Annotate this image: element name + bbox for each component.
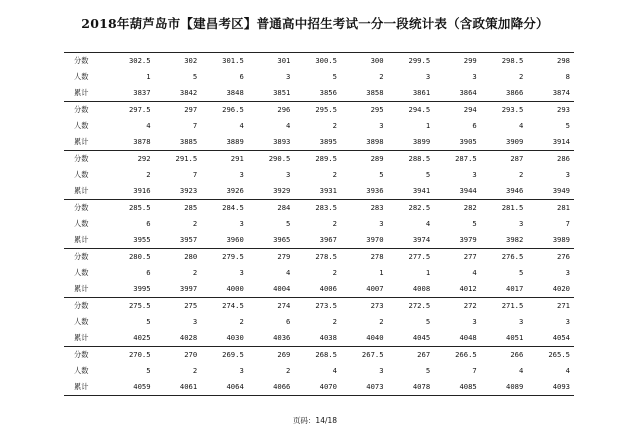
count-cell: 3 [519, 219, 524, 228]
count-cell: 3 [192, 317, 198, 326]
count-cell: 5 [425, 366, 431, 375]
cumulative-cell: 3899 [412, 137, 431, 146]
row-label-cumulative: 累计 [74, 235, 89, 244]
score-cell: 302.5 [108, 53, 155, 70]
score-cell: 286 [527, 151, 574, 168]
cumulative-cell: 4000 [226, 284, 244, 293]
score-cell: 300 [341, 53, 388, 70]
cumulative-cell: 3967 [319, 235, 337, 244]
score-cell: 270.5 [108, 347, 155, 364]
count-cell: 2 [519, 170, 524, 179]
row-label-score: 分数 [64, 298, 108, 315]
row-label-score: 分数 [64, 53, 108, 70]
score-cell: 289 [341, 151, 388, 168]
count-cell: 4 [286, 121, 291, 130]
cumulative-cell: 4012 [459, 284, 477, 293]
row-label-count: 人数 [74, 121, 89, 130]
count-cell: 6 [472, 121, 477, 130]
score-cell: 294 [434, 102, 481, 119]
cumulative-cell: 4040 [366, 333, 384, 342]
score-cell: 296.5 [201, 102, 248, 119]
table-row-count [64, 363, 574, 379]
score-cell: 291.5 [155, 151, 202, 168]
cumulative-cell: 3989 [552, 235, 570, 244]
count-cell: 4 [519, 366, 524, 375]
count-cell: 4 [239, 121, 244, 130]
score-cell: 277 [434, 249, 481, 266]
score-cell: 270 [155, 347, 202, 364]
count-cell: 5 [565, 121, 570, 130]
score-cell: 301.5 [201, 53, 248, 70]
score-cell: 283 [341, 200, 388, 217]
score-cell: 279 [248, 249, 295, 266]
count-cell: 5 [425, 317, 431, 326]
score-cell: 282 [434, 200, 481, 217]
score-cell: 287 [481, 151, 528, 168]
count-cell: 7 [472, 366, 477, 375]
cumulative-cell: 4073 [341, 379, 388, 396]
count-cell: 5 [286, 219, 291, 228]
score-cell: 299.5 [388, 53, 435, 70]
count-cell: 8 [565, 72, 570, 81]
count-cell: 4 [332, 366, 337, 375]
cumulative-cell: 3893 [273, 137, 291, 146]
cumulative-cell: 3974 [412, 235, 431, 244]
table-row-score [64, 53, 574, 70]
cumulative-cell: 4051 [506, 333, 524, 342]
table-row-score [64, 151, 574, 168]
count-cell: 2 [332, 121, 337, 130]
count-cell: 1 [379, 268, 384, 277]
table-row-cumulative [64, 134, 574, 151]
score-cell: 295 [341, 102, 388, 119]
cumulative-cell: 3898 [366, 137, 384, 146]
cumulative-cell: 3885 [179, 137, 198, 146]
cumulative-cell: 4093 [527, 379, 574, 396]
score-cell: 293 [527, 102, 574, 119]
cumulative-cell: 4017 [506, 284, 524, 293]
row-label-count: 人数 [74, 268, 89, 277]
score-cell: 279.5 [201, 249, 248, 266]
score-cell: 297 [155, 102, 202, 119]
cumulative-cell: 4008 [412, 284, 431, 293]
count-cell: 2 [379, 317, 384, 326]
count-cell: 2 [146, 170, 151, 179]
count-cell: 3 [425, 72, 431, 81]
score-cell: 276.5 [481, 249, 528, 266]
score-cell: 272 [434, 298, 481, 315]
count-cell: 3 [379, 366, 384, 375]
count-cell: 7 [565, 219, 570, 228]
row-label-score: 分数 [64, 200, 108, 217]
count-cell: 5 [192, 72, 198, 81]
score-cell: 299 [434, 53, 481, 70]
score-cell: 275 [155, 298, 202, 315]
table-row-cumulative [64, 183, 574, 200]
cumulative-cell: 3965 [273, 235, 291, 244]
cumulative-cell: 3878 [133, 137, 151, 146]
score-cell: 300.5 [294, 53, 341, 70]
table-row-count [64, 167, 574, 183]
table-row-cumulative [64, 281, 574, 298]
table-row-count [64, 265, 574, 281]
count-cell: 2 [192, 219, 198, 228]
table-row-score [64, 347, 574, 364]
count-cell: 2 [192, 268, 198, 277]
count-cell: 2 [332, 268, 337, 277]
score-cell: 289.5 [294, 151, 341, 168]
cumulative-cell: 3941 [412, 186, 431, 195]
score-cell: 267.5 [341, 347, 388, 364]
count-cell: 5 [472, 219, 477, 228]
score-cell: 277.5 [388, 249, 435, 266]
cumulative-cell: 3864 [459, 88, 477, 97]
cumulative-cell: 4078 [388, 379, 435, 396]
cumulative-cell: 3955 [133, 235, 151, 244]
score-cell: 298 [527, 53, 574, 70]
count-cell: 2 [519, 72, 524, 81]
row-label-cumulative: 累计 [74, 88, 89, 97]
row-label-count: 人数 [74, 170, 89, 179]
cumulative-cell: 4066 [248, 379, 295, 396]
cumulative-cell: 3926 [226, 186, 244, 195]
score-cell: 292 [108, 151, 155, 168]
cumulative-cell: 3866 [506, 88, 524, 97]
table-row-cumulative [64, 330, 574, 347]
score-cell: 301 [248, 53, 295, 70]
cumulative-cell: 3929 [273, 186, 291, 195]
count-cell: 5 [519, 268, 524, 277]
count-cell: 3 [239, 170, 244, 179]
count-cell: 3 [565, 317, 570, 326]
count-cell: 2 [332, 317, 337, 326]
score-cell: 272.5 [388, 298, 435, 315]
cumulative-cell: 4045 [412, 333, 431, 342]
cumulative-cell: 4028 [179, 333, 198, 342]
table-row-score [64, 298, 574, 315]
count-cell: 6 [146, 219, 151, 228]
score-cell: 288.5 [388, 151, 435, 168]
cumulative-cell: 3946 [506, 186, 524, 195]
count-cell: 3 [565, 268, 570, 277]
score-cell: 293.5 [481, 102, 528, 119]
score-cell: 285 [155, 200, 202, 217]
cumulative-cell: 3842 [179, 88, 198, 97]
score-cell: 276 [527, 249, 574, 266]
row-label-cumulative: 累计 [74, 333, 89, 342]
cumulative-cell: 3995 [133, 284, 151, 293]
page-title: 2018年葫芦岛市【建昌考区】普通高中招生考试一分一段统计表（含政策加降分） [81, 16, 549, 31]
row-label-count: 人数 [74, 219, 89, 228]
score-cell: 285.5 [108, 200, 155, 217]
score-cell: 269 [248, 347, 295, 364]
cumulative-cell: 3979 [459, 235, 477, 244]
count-cell: 5 [146, 317, 151, 326]
score-cell: 278.5 [294, 249, 341, 266]
cumulative-cell: 3856 [319, 88, 337, 97]
cumulative-cell: 4089 [481, 379, 528, 396]
count-cell: 4 [472, 268, 477, 277]
table-row-count [64, 314, 574, 330]
row-label-cumulative: 累计 [74, 137, 89, 146]
score-cell: 265.5 [527, 347, 574, 364]
score-cell: 295.5 [294, 102, 341, 119]
count-cell: 2 [192, 366, 198, 375]
cumulative-cell: 4006 [319, 284, 337, 293]
cumulative-cell: 3851 [273, 88, 291, 97]
cumulative-cell: 3970 [366, 235, 384, 244]
score-cell: 282.5 [388, 200, 435, 217]
row-label-score: 分数 [64, 102, 108, 119]
row-label-count: 人数 [74, 72, 89, 81]
count-cell: 1 [425, 121, 431, 130]
table-row-count [64, 69, 574, 85]
cumulative-cell: 3960 [226, 235, 244, 244]
score-cell: 273.5 [294, 298, 341, 315]
cumulative-cell: 3949 [552, 186, 570, 195]
cumulative-cell: 3936 [366, 186, 384, 195]
score-cell: 284 [248, 200, 295, 217]
count-cell: 4 [565, 366, 570, 375]
cumulative-cell: 4030 [226, 333, 244, 342]
count-cell: 4 [286, 268, 291, 277]
cumulative-cell: 4048 [459, 333, 477, 342]
table-row-score [64, 102, 574, 119]
cumulative-cell: 4061 [155, 379, 202, 396]
cumulative-cell: 4059 [108, 379, 155, 396]
score-cell: 280.5 [108, 249, 155, 266]
table-row-count [64, 216, 574, 232]
count-cell: 2 [332, 170, 337, 179]
cumulative-cell: 4064 [201, 379, 248, 396]
score-cell: 269.5 [201, 347, 248, 364]
table-row-count [64, 118, 574, 134]
score-cell: 287.5 [434, 151, 481, 168]
score-cell: 290.5 [248, 151, 295, 168]
score-cell: 278 [341, 249, 388, 266]
cumulative-cell: 3914 [552, 137, 570, 146]
score-cell: 273 [341, 298, 388, 315]
row-label-score: 分数 [64, 347, 108, 364]
row-label-score: 分数 [64, 249, 108, 266]
score-cell: 281.5 [481, 200, 528, 217]
count-cell: 7 [192, 121, 198, 130]
score-cell: 274.5 [201, 298, 248, 315]
cumulative-cell: 3944 [459, 186, 477, 195]
cumulative-cell: 3997 [179, 284, 198, 293]
count-cell: 6 [146, 268, 151, 277]
row-label-count: 人数 [74, 366, 89, 375]
cumulative-cell: 3889 [226, 137, 244, 146]
count-cell: 6 [239, 72, 244, 81]
count-cell: 5 [146, 366, 151, 375]
score-distribution-table [64, 52, 574, 396]
cumulative-cell: 3982 [506, 235, 524, 244]
score-cell: 275.5 [108, 298, 155, 315]
score-cell: 266.5 [434, 347, 481, 364]
count-cell: 7 [192, 170, 198, 179]
count-cell: 5 [379, 170, 384, 179]
table-row-cumulative [64, 379, 574, 396]
score-cell: 294.5 [388, 102, 435, 119]
cumulative-cell: 3905 [459, 137, 477, 146]
score-cell: 283.5 [294, 200, 341, 217]
count-cell: 3 [379, 219, 384, 228]
count-cell: 3 [472, 72, 477, 81]
count-cell: 3 [472, 170, 477, 179]
cumulative-cell: 3861 [412, 88, 431, 97]
cumulative-cell: 3858 [366, 88, 384, 97]
cumulative-cell: 3874 [552, 88, 570, 97]
score-cell: 271 [527, 298, 574, 315]
cumulative-cell: 4020 [552, 284, 570, 293]
count-cell: 5 [332, 72, 337, 81]
count-cell: 3 [239, 219, 244, 228]
table-row-score [64, 249, 574, 266]
row-label-cumulative: 累计 [74, 186, 89, 195]
score-cell: 267 [388, 347, 435, 364]
score-cell: 284.5 [201, 200, 248, 217]
count-cell: 4 [425, 219, 431, 228]
count-cell: 3 [519, 317, 524, 326]
cumulative-cell: 4004 [273, 284, 291, 293]
score-cell: 297.5 [108, 102, 155, 119]
count-cell: 4 [519, 121, 524, 130]
cumulative-cell: 4085 [434, 379, 481, 396]
cumulative-cell: 3923 [179, 186, 198, 195]
cumulative-cell: 3848 [226, 88, 244, 97]
table-row-score [64, 200, 574, 217]
count-cell: 3 [565, 170, 570, 179]
row-label-score: 分数 [64, 151, 108, 168]
score-cell: 271.5 [481, 298, 528, 315]
count-cell: 2 [379, 72, 384, 81]
cumulative-cell: 3916 [133, 186, 151, 195]
count-cell: 3 [286, 170, 291, 179]
score-cell: 298.5 [481, 53, 528, 70]
row-label-cumulative: 累计 [74, 284, 89, 293]
page-number: 页码：14/18 [292, 416, 338, 425]
table-body [64, 53, 574, 396]
count-cell: 5 [425, 170, 431, 179]
table-row-cumulative [64, 232, 574, 249]
cumulative-cell: 3909 [506, 137, 524, 146]
cumulative-cell: 4025 [133, 333, 151, 342]
count-cell: 6 [286, 317, 291, 326]
row-label-cumulative: 累计 [64, 379, 108, 396]
cumulative-cell: 3837 [133, 88, 151, 97]
count-cell: 3 [379, 121, 384, 130]
cumulative-cell: 4070 [294, 379, 341, 396]
count-cell: 4 [146, 121, 151, 130]
score-cell: 268.5 [294, 347, 341, 364]
cumulative-cell: 4038 [319, 333, 337, 342]
cumulative-cell: 3931 [319, 186, 337, 195]
cumulative-cell: 4054 [552, 333, 570, 342]
score-cell: 291 [201, 151, 248, 168]
count-cell: 2 [332, 219, 337, 228]
score-distribution-table-wrapper [64, 52, 574, 396]
table-row-cumulative [64, 85, 574, 102]
cumulative-cell: 3957 [179, 235, 198, 244]
count-cell: 3 [472, 317, 477, 326]
count-cell: 1 [146, 72, 151, 81]
cumulative-cell: 3895 [319, 137, 337, 146]
cumulative-cell: 4036 [273, 333, 291, 342]
cumulative-cell: 4007 [366, 284, 384, 293]
score-cell: 281 [527, 200, 574, 217]
score-cell: 274 [248, 298, 295, 315]
count-cell: 3 [239, 268, 244, 277]
score-cell: 302 [155, 53, 202, 70]
score-cell: 280 [155, 249, 202, 266]
score-cell: 296 [248, 102, 295, 119]
count-cell: 1 [425, 268, 431, 277]
count-cell: 2 [286, 366, 291, 375]
count-cell: 2 [239, 317, 244, 326]
score-cell: 266 [481, 347, 528, 364]
row-label-count: 人数 [74, 317, 89, 326]
count-cell: 3 [286, 72, 291, 81]
count-cell: 3 [239, 366, 244, 375]
